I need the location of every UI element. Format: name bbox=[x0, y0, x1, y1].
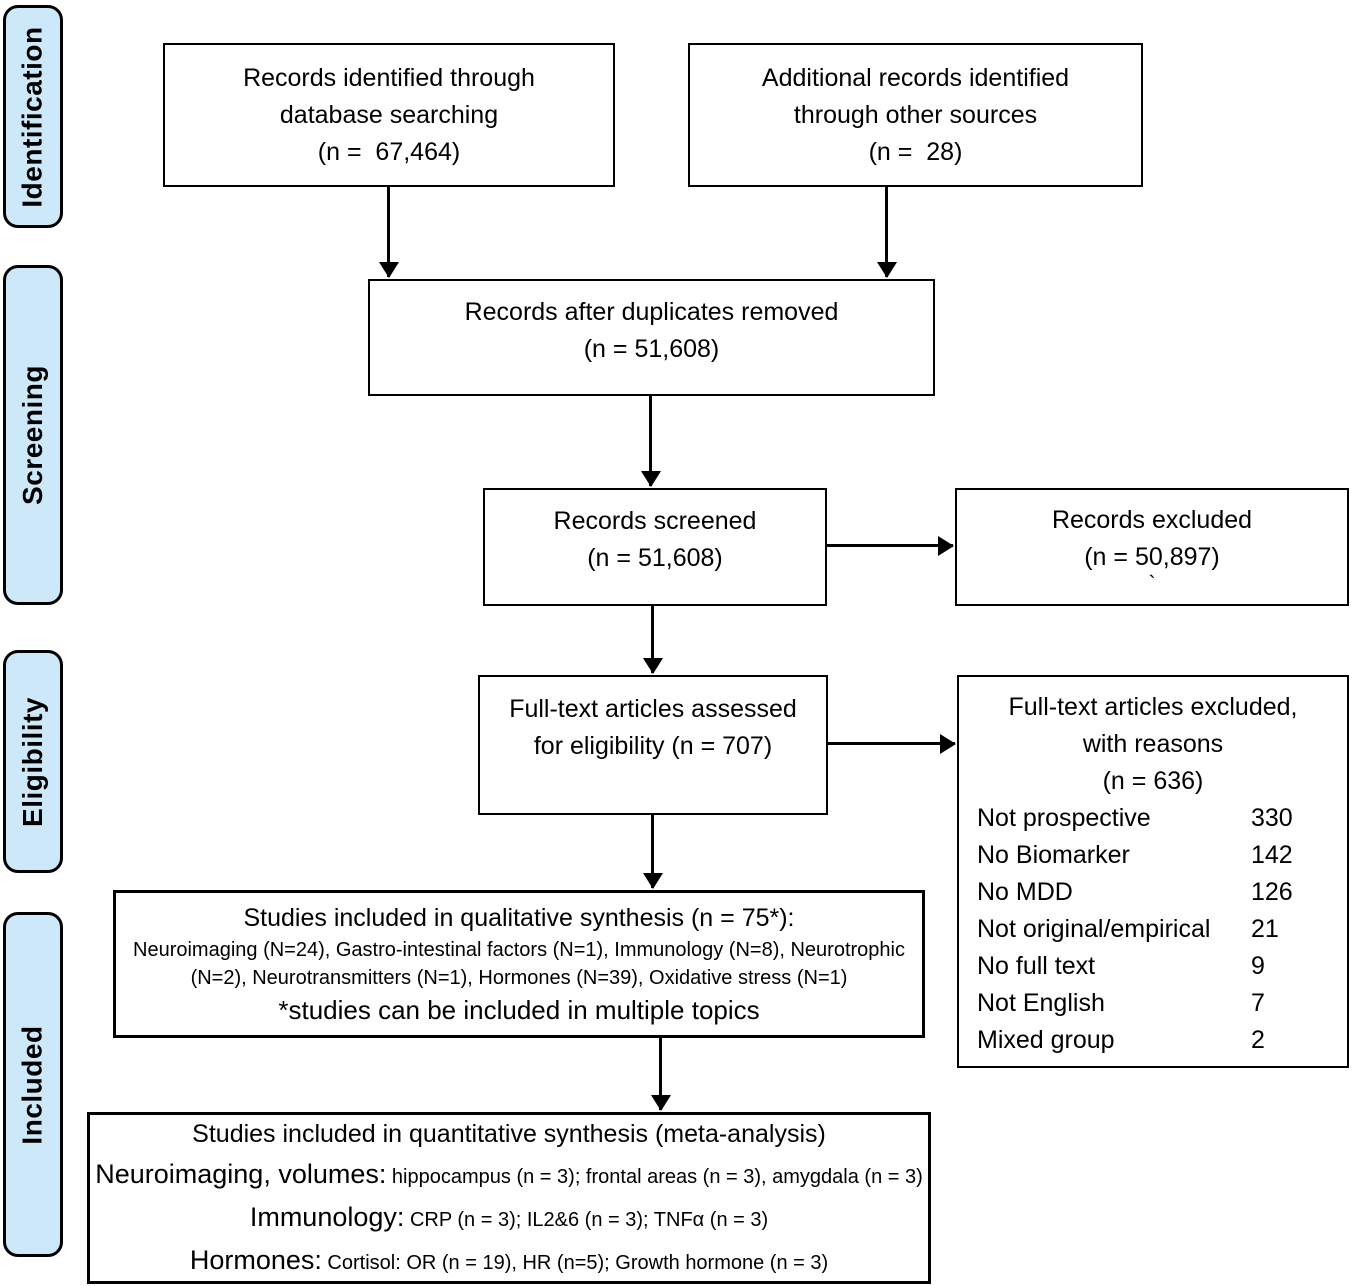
arrow-qualitative-to-quantitative bbox=[659, 1038, 662, 1110]
quantitative-row-hormones bbox=[190, 1240, 828, 1283]
records-screened-count: (n = 51,608) bbox=[587, 544, 723, 572]
arrow-duplicates-to-screened bbox=[649, 396, 652, 486]
exclusion-reasons-list bbox=[977, 800, 1329, 1059]
records-screened-line-1: Records screened bbox=[553, 507, 757, 535]
exclusion-reason-row bbox=[977, 911, 1329, 948]
quantitative-row-label: Hormones: bbox=[189, 1244, 322, 1275]
reason-label: No MDD bbox=[977, 878, 1073, 906]
quantitative-row-detail: CRP (n = 3); IL2&6 (n = 3); TNFα (n = 3) bbox=[404, 1208, 769, 1231]
qualitative-detail-line-2: (N=2), Neurotransmitters (N=1), Hormones (N=39), Oxidative stress (N=1) bbox=[190, 967, 848, 989]
box-records-screened bbox=[483, 488, 827, 606]
reason-count: 9 bbox=[1251, 952, 1265, 980]
arrow-assessed-to-excluded bbox=[828, 742, 955, 745]
records-excluded-count: (n = 50,897) bbox=[1084, 543, 1220, 571]
stage-label-eligibility-text: Eligibility bbox=[17, 696, 48, 827]
quantitative-row-detail: hippocampus (n = 3); frontal areas (n = 3), amygdala (n = 3) bbox=[386, 1165, 923, 1188]
fulltext-excluded-title-2: with reasons bbox=[1082, 730, 1224, 758]
arrow-screened-to-excluded bbox=[827, 544, 953, 547]
stage-label-eligibility bbox=[3, 650, 63, 873]
fulltext-excluded-count: (n = 636) bbox=[1102, 767, 1204, 795]
fulltext-assessed-line-1: Full-text articles assessed bbox=[509, 695, 797, 723]
reason-label: Not English bbox=[977, 989, 1105, 1017]
arrow-screened-to-assessed bbox=[651, 606, 654, 673]
reason-count: 2 bbox=[1251, 1026, 1265, 1054]
box-fulltext-assessed bbox=[478, 675, 828, 815]
duplicates-removed-count: (n = 51,608) bbox=[583, 334, 720, 363]
additional-records-count: (n = 28) bbox=[868, 137, 963, 166]
qualitative-footnote: *studies can be included in multiple topics bbox=[278, 995, 760, 1025]
reason-label: No Biomarker bbox=[977, 841, 1130, 869]
qualitative-detail-line-1: Neuroimaging (N=24), Gastro-intestinal factors (N=1), Immunology (N=8), Neurotrophic bbox=[133, 939, 905, 961]
stage-label-screening-text: Screening bbox=[17, 365, 49, 505]
stage-label-screening bbox=[3, 265, 63, 605]
box-records-excluded bbox=[955, 488, 1349, 606]
stage-label-identification-text: Identification bbox=[17, 25, 49, 208]
exclusion-reason-row bbox=[977, 948, 1329, 985]
arrow-assessed-to-qualitative bbox=[651, 815, 654, 888]
exclusion-reason-row bbox=[977, 837, 1329, 874]
reason-count: 126 bbox=[1251, 878, 1293, 906]
arrow-additional-to-duplicates bbox=[885, 187, 888, 277]
additional-records-line-2: through other sources bbox=[793, 100, 1038, 129]
exclusion-reason-row bbox=[977, 800, 1329, 837]
fulltext-excluded-title-1: Full-text articles excluded, bbox=[1008, 693, 1298, 721]
box-quantitative-synthesis bbox=[87, 1112, 931, 1284]
reason-count: 330 bbox=[1251, 804, 1293, 832]
reason-label: Mixed group bbox=[977, 1026, 1115, 1054]
records-excluded-stray-mark: ` bbox=[1148, 571, 1156, 596]
exclusion-reason-row bbox=[977, 874, 1329, 911]
reason-count: 142 bbox=[1251, 841, 1293, 869]
fulltext-assessed-line-2: for eligibility (n = 707) bbox=[533, 732, 773, 760]
records-excluded-line-1: Records excluded bbox=[1051, 506, 1253, 534]
box-duplicates-removed bbox=[368, 279, 935, 396]
duplicates-removed-line-1: Records after duplicates removed bbox=[464, 297, 839, 326]
quantitative-row-label: Immunology: bbox=[249, 1201, 405, 1232]
quantitative-title: Studies included in quantitative synthesis (meta-analysis) bbox=[192, 1119, 826, 1148]
additional-records-line-1: Additional records identified bbox=[761, 63, 1070, 92]
box-fulltext-excluded bbox=[957, 675, 1349, 1068]
records-identified-line-1: Records identified through bbox=[243, 63, 535, 92]
exclusion-reason-row bbox=[977, 1022, 1329, 1059]
reason-count: 7 bbox=[1251, 989, 1265, 1017]
records-identified-line-2: database searching bbox=[279, 100, 499, 129]
quantitative-row-detail: Cortisol: OR (n = 19), HR (n=5); Growth hormone (n = 3) bbox=[321, 1251, 829, 1274]
stage-label-included-text: Included bbox=[17, 1024, 48, 1145]
reason-label: Not prospective bbox=[977, 804, 1151, 832]
box-records-identified bbox=[163, 43, 615, 187]
reason-count: 21 bbox=[1251, 915, 1279, 943]
records-identified-count: (n = 67,464) bbox=[317, 137, 461, 166]
box-qualitative-synthesis bbox=[113, 890, 925, 1038]
arrow-identified-to-duplicates bbox=[387, 187, 390, 277]
quantitative-row-immunology bbox=[250, 1197, 768, 1240]
stage-label-identification bbox=[3, 5, 63, 228]
quantitative-row-label: Neuroimaging, volumes: bbox=[95, 1158, 387, 1189]
exclusion-reason-row bbox=[977, 985, 1329, 1022]
reason-label: Not original/empirical bbox=[977, 915, 1211, 943]
box-additional-records bbox=[688, 43, 1143, 187]
quantitative-row-neuroimaging bbox=[95, 1154, 923, 1197]
reason-label: No full text bbox=[977, 952, 1096, 980]
qualitative-title: Studies included in qualitative synthesis (n = 75*): bbox=[243, 904, 795, 932]
stage-label-included bbox=[3, 912, 63, 1257]
